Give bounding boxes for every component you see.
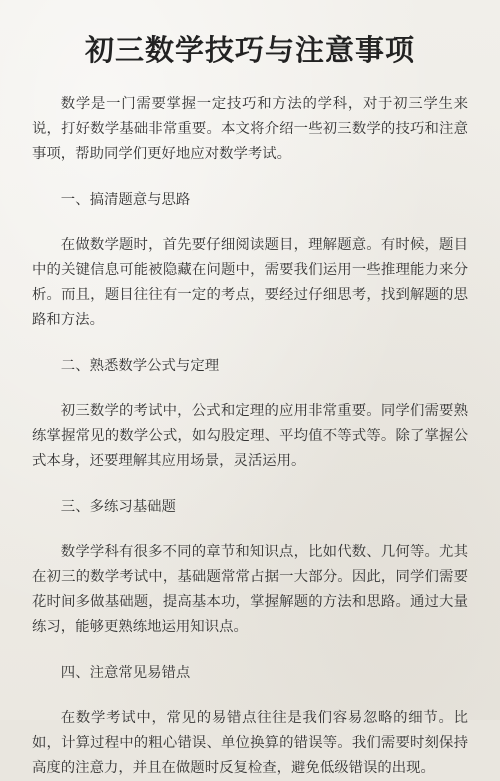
section-4-heading: 四、注意常见易错点 — [60, 665, 191, 681]
section-2-heading: 二、熟悉数学公式与定理 — [60, 358, 220, 374]
section-3-body: 数学学科有很多不同的章节和知识点，比如代数、几何等。尤其在初三的数学考试中，基础题常常占据一大部分。因此，同学们需要花时间多做基础题，提高基本功，掌握解题的方法和思路。通过大量练习，能够更熟练地运用知识点。 — [32, 544, 468, 635]
section-1-body: 在做数学题时，首先要仔细阅读题目，理解题意。有时候，题目中的关键信息可能被隐藏在问题中，需要我们运用一些推理能力来分析。而且，题目往往有一定的考点，要经过仔细思考，找到解题的思路和方法。 — [32, 237, 468, 328]
section-4-body: 在数学考试中，常见的易错点往往是我们容易忽略的细节。比如，计算过程中的粗心错误、单位换算的错误等。我们需要时刻保持高度的注意力，并且在做题时反复检查，避免低级错误的出现。 — [32, 710, 468, 776]
section-2-body: 初三数学的考试中，公式和定理的应用非常重要。同学们需要熟练掌握常见的数学公式，如勾股定理、平均值不等式等。除了掌握公式本身，还要理解其应用场景，灵活运用。 — [32, 403, 468, 469]
section-1-heading: 一、搞清题意与思路 — [60, 192, 191, 208]
intro-paragraph: 数学是一门需要掌握一定技巧和方法的学科，对于初三学生来说，打好数学基础非常重要。本文将介绍一些初三数学的技巧和注意事项，帮助同学们更好地应对数学考试。 — [32, 96, 468, 162]
section-3-heading: 三、多练习基础题 — [60, 499, 176, 515]
document-title: 初三数学技巧与注意事项 — [84, 33, 415, 67]
